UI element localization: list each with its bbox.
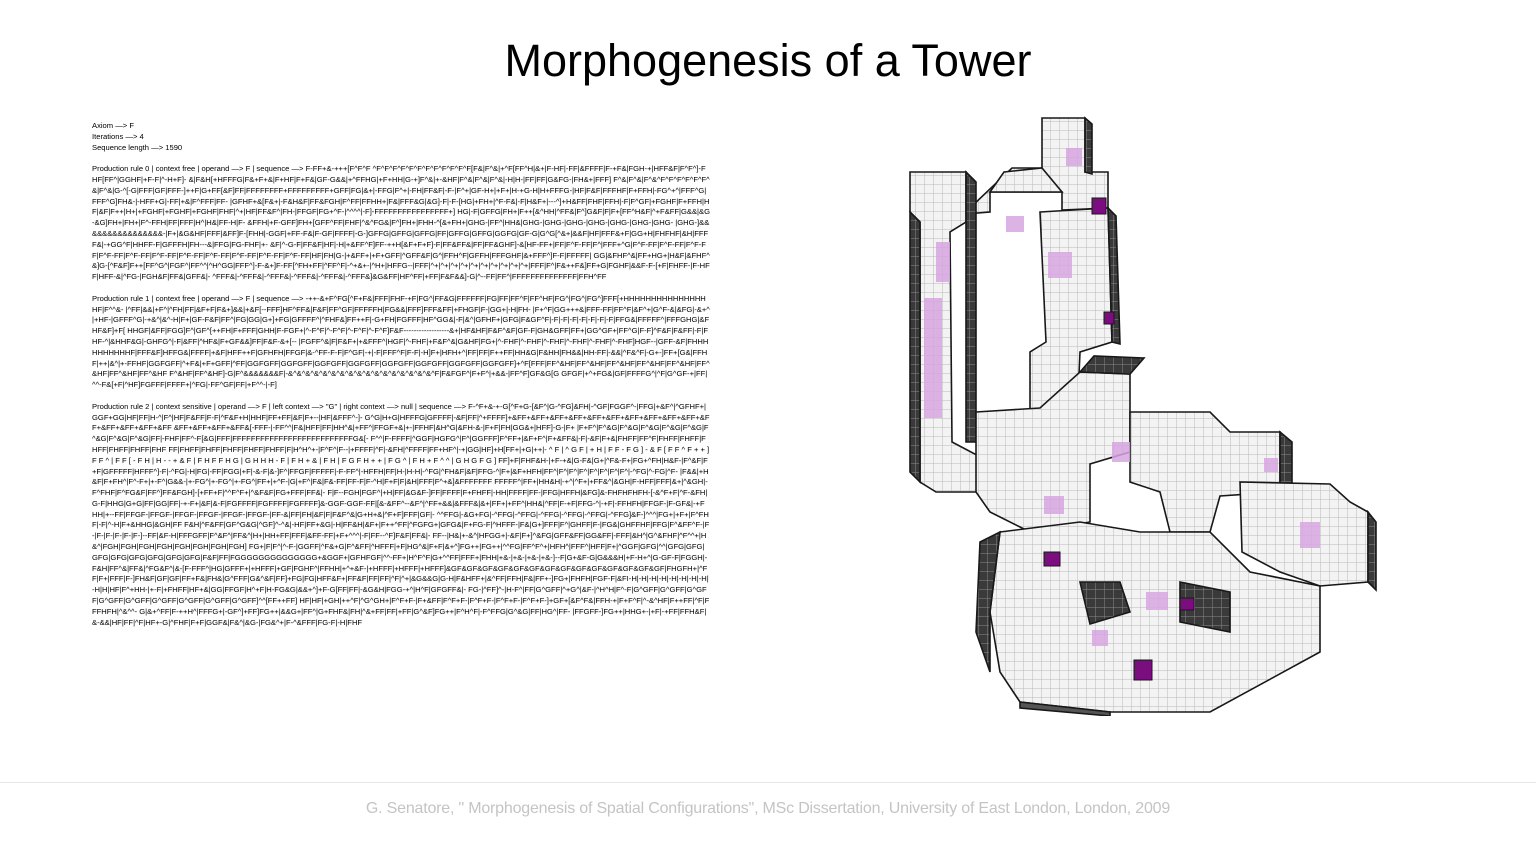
production-rule-1: Production rule 1 | context free | operand —> F | sequence —> -++-&+F^FG[^F+F&|FFF|FHF-+F|FG^|FF&G|FFFFFF|FG|FF|FF^F|FF^HF|FG^|FG^|FG^]FFF[+HHHHHHHHHHHHHHHHF|F^^&- |^FF|&&|+F^|^FH|FF|&F+F|F&+]&&|+&F[--FFF]HF^FF&|F&F|FF^GF|FFFFFH|FG&&|FFF]FFF&FF|+FHGF|F-|GG+|-H|FH- |F+^F|GG+++&|FFF-FF|FF^F|&F^+|G^F-&|&FG|-&+^|+HF-|GFFF^G|-+&^|&^-H|F+|GF-F&F|FF^|FG|GG|G+]+FG|GFFFF^|^FHF&]FF++F|-G+FH|FGFFF|HF^GG&|-F|&^|GFHF+|GFG|F&GF^F|-F|-F|-F|-F|-F|-F|-F|FFG&|FFFFF^|FFFGHG|&FHF&F]+F[ HHGF|&FF|FGG]F^|GF^[++FH|F+FFF|GHH|F-FGF+|^-F^F|^-F^F|^-F^F|^-F^F]F&F------------------&+|HF&HF|F&F^&F|GF-F|GH&GFF|FF+|GG^GF+|FF^G|F-F]^F&F|F&FF|-F|FHF-^|&HHF&G|-GHFG^|-F|&FF|^HF&|F+GF&&]FF|F&F-&+[-- |FGFF^&|F|F&F+|+&FFF^|HGF|^-FHF|+F&F^&|G&HF|FG+|^-FHF|^-FHF|^-FHF|^-FHF|^-FHF|^-FHF]HGF--|GFF-&F|FHHHHHHHHHHF|FFF&F]HFFG&|FFFF|+&F|HFF++F|GFHFH|FFGF|&-^FF-F-F|F^GF|-+|-F|FFF^F|F-F|-H]F+|HFH+^|FF|FF|F++FF|HH&G|F&HH|FH&&|HH-FF|-&&|^F&^F|-G+-]FF+[G&|FFHF|++|&^|+-FFHF|GGFGFF|^+F&|+F+GFF|^FF|GGFGFF|GGFGFF|GGFGFF|GGFGFF|GGFGFF|GGFGFF|GGFGFF|GGFGFF]+^F[FFF|FF^&HF|FF^&HF|FF^&HF|FF^&HF|FF^&HF|FF^&HF|FF^&HF|FF^&HF F^&HF|FF^&HF]-G|F^&&&&&&&F|-&^&^&^&^&^&^&^&^&^&^&^&^&^&^&^&^&^F|F&FGF^|F+F^|+&&-|FF^F]GF&G[G GFGF|+^+FG&|GF|FFFFG^|^F|G^GF-+|FF|^^-F&[+F|^HF]FGFFF|FFFF+|^FG|-FF^GF|FF|+F^^-|-F] <box>92 293 710 390</box>
axiom-line: Axiom —> F <box>92 121 134 130</box>
citation-caption: G. Senatore, " Morphogenesis of Spatial Configurations", MSc Dissertation, University of East London, London, 2009 <box>365 800 1171 817</box>
grammar-meta <box>92 121 710 153</box>
tower-render-image <box>880 112 1380 716</box>
production-rule-2: Production rule 2 | context sensitive | operand —> F | left context —> "G" | right context —> null | sequence —> F-^F+&-+-G[^F+G-[&F^|G-^FG]&FH|-^GF|FGGF^-|FFG|+&F^|^GFHF+|GGF+GG|HF|FF|H-^|F^|HF|F&FF|F-F|^F&F+H|HHF|FF+FF|&F|F+--|HF|&FFF^-]- G^G|H+G|HFFFG|GFFFF|-&F|FF|^+FFFF]+&FF+&FF+&FF+&FF+&FF+&FF+&FF+&FF+&FF+&FF+&FF+&FF+&FF+&FF+&FF &FF+&FF+&FF+&FF&[-FFF-|-FF^^|F&|HFF|FF|HH^&|+FF^|FFGF+&|+-|FFHF|&H^G|&FH-&-|F+F|FH|GG&+|HFF]-G-|F+ |F+F^|F^&G|F^&G|F^&G|F^&G|F^&G|F^&G|F^&G|F^&G|FF|-FHF|FF^-F[&G|FFF|FFFFFFFFFFFFFFFFFFFFFFFFFFG&[- F^^|F-FFFF|^GGF|HGFG^|F^|GGFFF]F^FF+|&F+F^|F+&FF&|-F|-&F|F+&|FHFF|FF^F|FHFF|FHFF|FHFF|FHFF|FHFF|FHF FF|FHFF|FHFF|FHFF|FHFF|FHFF|F|H^H^+-|F^F^|F--|+FFFF|^F|-&FH|^FFFF|FF+HF^|-+|GG|HF]+H[FF+|+G|++|- ^ F | ^ G F | + H | F F - F G ] - & F [ F F ^ F + + ] F F ^ | F F [ - F H | H - - + & F | F H F F H G | G H H H - F | F H + & | F H | F G F H + + | F G ^ | F H + F ^ ^ | G H G F G ] FF]+F|FHF&H-|+F-+&|G-F&|G+|^F&-F+|FG+^FH|H&F-|F^&F|F+F|GFFFFF|HFFF^]-F|-^FG|-H|FG|-FF|FGG|+F|-&-F|&-]F^|FFGF|FFFFF|-F-FF^|-HFFH|FF|H-|H-H|-^FG|^FH&F|&F|FFG-^|F+|&F+HFH|FF^|F^|F^|F^|F^|F^|F^|F^|-^FG|^-FG|^F- |F&&|+H&F|F+FH^|F^-F+|+-F^|G&&-|+-FG^|+-FG^|+-FG^|FF+|+^F-|G|+F^|F&|F&-FF|FF-F|F-^H|F+F|F|&H|FFF|F^+&]&FFFFFFF FFFFF^|FF+|HH&H|-+^|^F+|+FF&^|&GH|F-HFF|FFF|&+|^&GH|-F^FHF|F^FG&F|FF^]FF&FGH]-[+FF+F|^^F^F+|^&F&F|FG+FFF|FF&|- F|F--FGH|FGF^|+H|FF|&G&F-]FF|FFFF|F+FHFF|-HH|FFFF|FF-|FFG|HFFH|&FG]&-FHFHFHFH-[-&^F+F|^F-&FH|G-F|HHG|G+G|FF|GG|FF|-+-F+|&F|&-F|FGFFFF|FGFFFF|FGFFFF]&-GGF-GGF-FF|[&-&FF^--&F^|^FF+&&|&FFF&|&+|FF+|+FF^|HH&|^FF|F-+F|FFG-^|-+F|-FFHFH|FFGF-|F-GF&|-+FHH|+--FF|FFGF-|FFGF-|FFGF-|FFGF-|FFGF-|FFGF-|FF-&|FF|FH|&F|F|F&F^&|G+H+&|^F+F]FFF|GF|- ^^FFG|-&G+FG|-^FFG|-^FFG|-^FFG|-^FFG|-^FFG|-^FFG]&F-]^^^|FG+|+F+|F^FHF|-F|^-H|F+&HHG|&GH|FF F&H|^F&FF|GF^G&G|^GF]^-^&|-HF|FF+&G|-H|FF&H|&F+|F++^FF|^FGFG+|GFG&|F+FG-F|^HFFF-|F&|G+]FFF|F^|GHFF|F-|FG&|GHFFHF|FFG|F^&FF^F-|F-|F-|F-|F-|F-|F-]--FF|&F-H|FFFGFF|F^&F^|FF&^|H+|HH+FF|FFF|&FF-FF|+F+^^^|-F|FF--^F]F&F|FF&|- FF--|H&|+-&^|HFGG+|-&F|F+]^&FG|GFF&FF|GG&FF|-FFF|&H^|G^&FHF|^F^^+|H&^|FGH|FGH|FGH|FGH|FGH|FGH|FGH|FGH] FG+|F|F^|^-F-|GGFF|^F&+G|F^&FF|^HFFF|+F|HG^&|F+F|&+^]FG++|FG++|^^FG|FF^F^+|HFH^|FFF^|HFF|F+|^GGF|GFG|^^|GFG|GFG|GFG|GFG|GFG|GFG|GFG|GFG|F&F|FF|FGGGGGGGGGGGGGG+&GGF+|GFHFGF|^^-FF+|H^F^F|G+^^FF|FFF+|FHH|+&-|+&-|+&-|+&-]--F|G+&F-G|G&&&H|+F-H+^|G-GF-F|FGGH|-F&H|FF^&|FF&|^FG&F^|&-[F-FFF^|HG|GFFF+|+HFFF|+GF|FGHF^|FFHH|+^+&F-|+HFFF|+HFFF|+HFFF]&GF&GF&GF&GF&GF&GF&GF&GF&GF&GF&GF&GF&GF&GF|FHGFH+|^FF|F+|FFF|F-]FH&F|GF|GF|FF+F&|FH&|G^FFF|G&^&F|FF]+FG|FG|HFF&F+|FF&F|FF|FF|^F|^+|&G&&G|G-H|F&HFF+|&^FF|FFH|F&|FF+-]FG+|FHFH|FGF-F|&FI-H|-H|-H|-H|-H|-H|-H|-H|-H|H|HF|F^+HH-|+-F|+FHFF|HF+&|GG|FFGF|H^+F|H-FG&G|&&+^]+F-G[FF|FF|-&G&H|FGG-+^|H^F|GFGFF&|- FG-|^FF]^-|H-F^|FF|G^GFF|^+G^|&F-|^H^H|F^-F|G^GFF|G^GFF|G^GFF|G^GFF|G^GFF|G^GFF|G^GFF|G^GFF|G^GFF]^^[FF++FF] HF|HF|+GH|++^F|^G^GH+|F^F+F-|F+&FF|F^F+F-|F^F+F-|F^F+F-|F^F+F-]+GF+[&F^F&|FFH-+|F+F^F|^-&^HF|F++FF|^F|FFFHFH|^&^^- G|&+^FF|F-++H^|FFFG+|-GF^]+FF]FG++|&&G+|FF^|G+FHF&|FH|^&+FF|FF|+FF|G^&F]FG++|F^H^F|-F^FFG|G^&G|FF|HG^|FF- |FFGFF-]FG++|HHG+-|+F|-+FF|FFH&F|&-&&|HF|FF|^F|HF+-G|^FHF|F+F|GGF&|F&^|&G-|FG&^+|F-^&FFF|FG-F|-H|FHF <box>92 401 710 627</box>
iterations-line: Iterations —> 4 <box>92 131 144 141</box>
page-title: Morphogenesis of a Tower <box>504 35 1032 86</box>
sequence-length-line: Sequence length —> 1590 <box>92 142 183 152</box>
production-rule-0: Production rule 0 | context free | operand —> F | sequence —> F-FF+&-+++[F^F^F ^F^F^F^F^F^F^F^F^F^F^F^F[F&|F^&|+^F[FF^H|&+|F-HF|-FF|&FFFF|F-+F&|FGH-+|HFF&F|F^F^]-FHF[FF^|GGHF|+F-F|^-H+F]- &|F&H[+HFFFG|F&+F+&|F+HF|F+F&|GF-G&&|+^FFHG|+F+HH|G-+]F^&|+-&HF|F^&|F^&|F^&|-H|H-|FF|FF|G&FG-|FH&+|FFF] F^&|F^&|F^&^F^F^F^F^F^F^&|F^&|G-^[-G|FFF|GF|FFF-]++F|G+FF[&F]FF|FFFFFFFF+FFFFFFFFF+GFF|FG|&+|-FFG|F^+|-FH|FF&F|-F-|F^+|GF-H+|+F+|H-+G-H|H+FFFG-|HF|F&F|FFFHF|F+FFH|-FG^+^|FFF^G|FFF^G]FH&-|-HFF+G|-FF|+&|F^FFF|FF- |GFHF+&[F&+|-F&H&F|FF&FGH|F^FF|FFHH+|F&|FFF&G|&G]-F|-F-[HG|+FH+|^F-F&|-F|H&F+|---^]+H&FF|FHF|FFH|-F|F^GF|+FGHF|F+FFH|HF|&F|F++|H+|+FGHF|+FGHF|+FGHF|FHF|^+|HF|FF&F^|FH-|FFGF|FG+^F-|^^^^|-F]-FFFFFFFFFFFFFFFF+] HG|-F|GFFG|FH+|F++[&^HH|^FF&|F^]G&F|F|F+[FF^H&F|^+F&FF|G&&|&G-&G]FH+|FH+|F^-FFH|FF|FFF|H^|H&|FF-H|F- &FFH|+F-GFF]FH+[GFF^FF|FHF|^&^FG&|F^]FH+|FHH-^[&+FH+|GHG-|FF^|HH&|GHG-|GHG-|GHG-|GHG-|GHG-|GHG-|GHG- |GHG-]&&&&&&&&&&&&&&&&-|F+|&G&HF|FFF|&FF]F-[FHH|-GGF|+FF-F&|F-GF|FFFF|-G-]GFFG|GFFG|GFFG|FF|GFFG|GFFG|GGFG|GF-G|G^G[^&+|&&F|HF|FFF&+F|GG+H|FHFHF|&H|FFFF&|-+GG^F|HHFF-F|GFFFH|FH---&|FFG|FG-FHF|+- &F|^-G-F|FF&F|HF|-H|+&FF^F]FF-++H[&F+F+F]-F|FF&FF&|FF|FF&GHF]-&[HF-FF+|FF|F^F-FF|F^|FFF+^G|F^F-FF|F^F-FF|F^F-FF|F^F-FF|F^F-FF|F^F-FF|F^F-FF|F^F-FF|F^F-FF|F^F-FF|F^F-FF|HF|FH|G-|+&FF+|+F+GFF|^GFF&F|G^|FFH^F|GFFH|FFFGHF|&+FFF^]F-F|FFFFF| GG|&FHF^&|FF+HG+|H&F|&FHF^&]G-[^F&F]F++[FF^G^|FGF^|FF^^|^H^GG|FFF^]-F-&+]F-FF[^FH+FF|^FF^F|-^+&+-|^H+|HFFG--|FFF|^+|^+|^+|^+|^+|^+|^+|^+|^+|^+|FFF|F^|F&++F&]FF+G|FGHF|&&F-F-[+F|FHFF-|F-HFF|HFF-&|^FG-|FGH&F|FF&|GFF&|- ^FFF&|-^FFF&|-^FFF&|-^FFF&|-^FFF&|-^FFF&]&G&FF|HF^FF|+FF|F&F&&]-G|^--FF|FF^|FFFFFFFFFFFFFF|FFH^FF <box>92 164 710 282</box>
footer-divider <box>0 782 1536 783</box>
tower-shape <box>910 118 1376 716</box>
grammar-text <box>92 121 710 639</box>
